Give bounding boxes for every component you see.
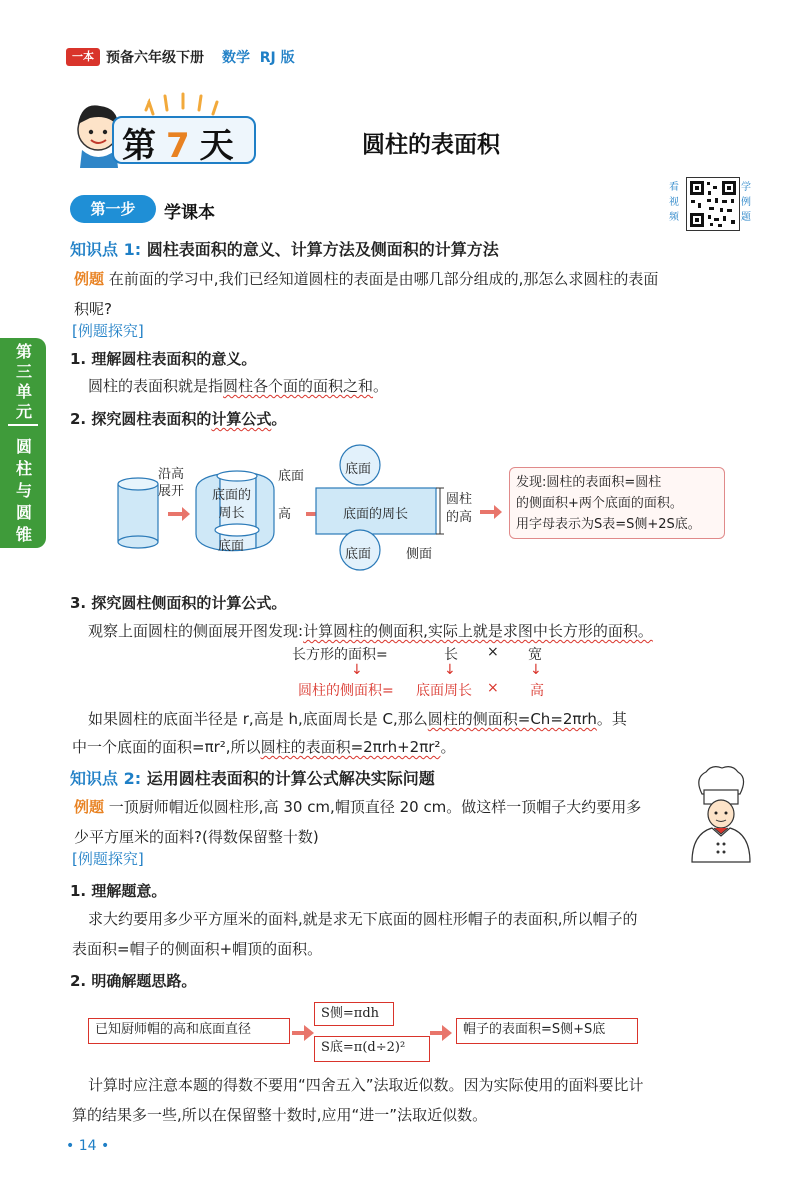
kp2-step1-line2: 表面积=帽子的侧面积+帽顶的面积。: [72, 940, 323, 958]
kp1-p2-highlight: 圆柱的表面积=2πrh+2πr²: [260, 738, 441, 756]
finding-line1: 发现:圆柱的表面积=圆柱: [516, 475, 662, 490]
finding-line3: 用字母表示为S表=S侧+2S底。: [516, 517, 701, 532]
publisher-logo: 一本: [66, 48, 100, 66]
kp2-step1-heading: 1. 理解题意。: [70, 882, 167, 900]
label-unfold-line2: 展开: [158, 484, 185, 499]
label-height: 高: [278, 507, 292, 522]
kp1-step3-heading: 3. 探究圆柱侧面积的计算公式。: [70, 594, 287, 612]
kp1-example: [74, 264, 754, 324]
kp2-title: 运用圆柱表面积的计算公式解决实际问题: [146, 769, 435, 788]
label-side: 侧面: [406, 547, 433, 562]
kp1-p2: 中一个底面的面积=πr²,所以: [72, 738, 261, 756]
formula-times: ×: [487, 644, 499, 660]
day-label: [122, 118, 244, 167]
label-cylinder-height: [446, 491, 472, 527]
box-result-formula: 帽子的表面积=S侧+S底: [456, 1018, 638, 1044]
formula-width: 宽: [528, 647, 542, 663]
qr-code-icon[interactable]: [686, 177, 740, 231]
page-title: 圆柱的表面积: [362, 132, 500, 158]
box-side-formula: S侧=πdh: [314, 1002, 394, 1026]
edition-label: RJ 版: [259, 50, 295, 66]
kp1-heading: [70, 237, 499, 260]
kp1-step3-text: [88, 616, 653, 646]
box-bottom-formula: S底=π(d÷2)²: [314, 1036, 430, 1062]
kp2-example-line1: 一顶厨师帽近似圆柱形,高 30 cm,帽顶直径 20 cm。做这样一顶帽子大约要用多: [108, 798, 642, 816]
chef-illustration: [686, 764, 756, 864]
label-bottom-face-2: 底面: [218, 539, 245, 554]
subject-label: 数学: [222, 50, 250, 66]
step-label: 学课本: [164, 203, 215, 223]
kp1-label: 知识点 1:: [70, 240, 142, 259]
label-bottom-face: 底面: [278, 469, 305, 484]
kp1-step1-pre: 圆柱的表面积就是指: [88, 377, 224, 395]
qr-caption-right: 学例题: [741, 182, 751, 223]
kp1-step1-post: 。: [373, 377, 389, 395]
formula-circumference: 底面周长: [416, 683, 472, 699]
kp1-p1-post: 。其: [596, 710, 627, 728]
kp1-step2-post: 。: [271, 410, 287, 428]
day-suffix: 天: [199, 126, 244, 166]
kp1-p1-highlight: 圆柱的侧面积=Ch=2πrh: [427, 710, 597, 728]
formula-times-2: ×: [487, 680, 499, 696]
kp2-heading: [70, 766, 435, 789]
label-unfold: [158, 466, 184, 500]
finding-box: [509, 467, 725, 539]
kp2-explore-label: [例题探究]: [72, 850, 144, 868]
formula-arrow-3: ↓: [530, 662, 542, 678]
kp1-step1-text: [88, 371, 388, 401]
kp1-p1: 如果圆柱的底面半径是 r,高是 h,底面周长是 C,那么: [88, 710, 428, 728]
kp1-step2-highlight: 计算公式: [211, 410, 272, 428]
kp1-step3-pre: 观察上面圆柱的侧面展开图发现:: [88, 622, 304, 640]
kp2-step2-heading: 2. 明确解题思路。: [70, 972, 197, 990]
unit-label: 第三单元: [15, 342, 32, 421]
kp1-example-line2: 积呢?: [74, 300, 112, 318]
formula-arrow-1: ↓: [351, 662, 363, 678]
kp2-example-line2: 少平方厘米的面料?(得数保留整十数): [74, 828, 319, 846]
book-title: 预备六年级下册: [106, 50, 204, 66]
unit-topic: 圆柱与圆锥: [15, 437, 32, 544]
kp1-step1-heading: 1. 理解圆柱表面积的意义。: [70, 350, 257, 368]
kp1-step3-highlight: 计算圆柱的侧面积,实际上就是求图中长方形的面积。: [303, 622, 653, 640]
label-circumference: [212, 487, 251, 523]
label-unfold-line1: 沿高: [158, 467, 185, 482]
kp1-title: 圆柱表面积的意义、计算方法及侧面积的计算方法: [146, 240, 499, 259]
formula-length: 长: [444, 647, 458, 663]
kp2-note-line2: 算的结果多一些,所以在保留整十数时,应用“进一”法取近似数。: [72, 1106, 488, 1124]
kp2-step1-line1: 求大约要用多少平方厘米的面料,就是求无下底面的圆柱形帽子的表面积,所以帽子的: [88, 910, 638, 928]
formula-height: 高: [530, 683, 544, 699]
formula-rect-area: 长方形的面积=: [292, 647, 388, 663]
label-cylinder-height-b: 的高: [446, 510, 473, 525]
arrow-icon: [480, 505, 502, 519]
side-tab-divider: [8, 424, 38, 426]
finding-line2: 的侧面积+两个底面的面积。: [516, 496, 683, 511]
kp1-step1-highlight: 圆柱各个面的面积之和: [223, 377, 374, 395]
qr-caption-left: 看视频: [669, 182, 679, 223]
kp1-step2-heading: [70, 408, 286, 429]
label-cylinder-height-a: 圆柱: [446, 492, 473, 507]
kp1-p2-post: 。: [440, 738, 456, 756]
example-tag: 例题: [74, 270, 105, 288]
label-top-circle: 底面: [345, 462, 372, 477]
label-bottom-circle: 底面: [345, 547, 372, 562]
day-number: 7: [166, 126, 200, 166]
kp2-note-line1: 计算时应注意本题的得数不要用“四舍五入”法取近似数。因为实际使用的面料要比计: [88, 1076, 644, 1094]
label-circumference-a: 底面的: [212, 488, 252, 503]
flow-arrow-icon: [428, 1003, 458, 1063]
label-rect-circumference: 底面的周长: [343, 507, 409, 522]
arrow-icon: [168, 507, 190, 521]
example-tag: 例题: [74, 798, 105, 816]
formula-side-area: 圆柱的侧面积=: [298, 683, 394, 699]
kp1-paragraph-2: [72, 732, 752, 762]
kp2-label: 知识点 2:: [70, 769, 142, 788]
kp1-step2-pre: 2. 探究圆柱表面积的: [70, 410, 212, 428]
cylinder-shape: [118, 478, 158, 548]
formula-arrow-2: ↓: [444, 662, 456, 678]
sun-rays-icon: [145, 92, 225, 118]
kp1-paragraph: [88, 704, 768, 734]
step-pill: 第一步: [70, 195, 156, 223]
label-circumference-b: 周长: [218, 506, 245, 521]
kp1-explore-label: [例题探究]: [72, 322, 144, 340]
book-subject: [222, 47, 295, 67]
kp2-example: [74, 792, 694, 852]
kp1-example-line1: 在前面的学习中,我们已经知道圆柱的表面是由哪几部分组成的,那怎么求圆柱的表面: [108, 270, 659, 288]
day-prefix: 第: [122, 126, 166, 166]
box-known-data: 已知厨师帽的高和底面直径: [88, 1018, 290, 1044]
page-number: • 14 •: [66, 1138, 110, 1154]
